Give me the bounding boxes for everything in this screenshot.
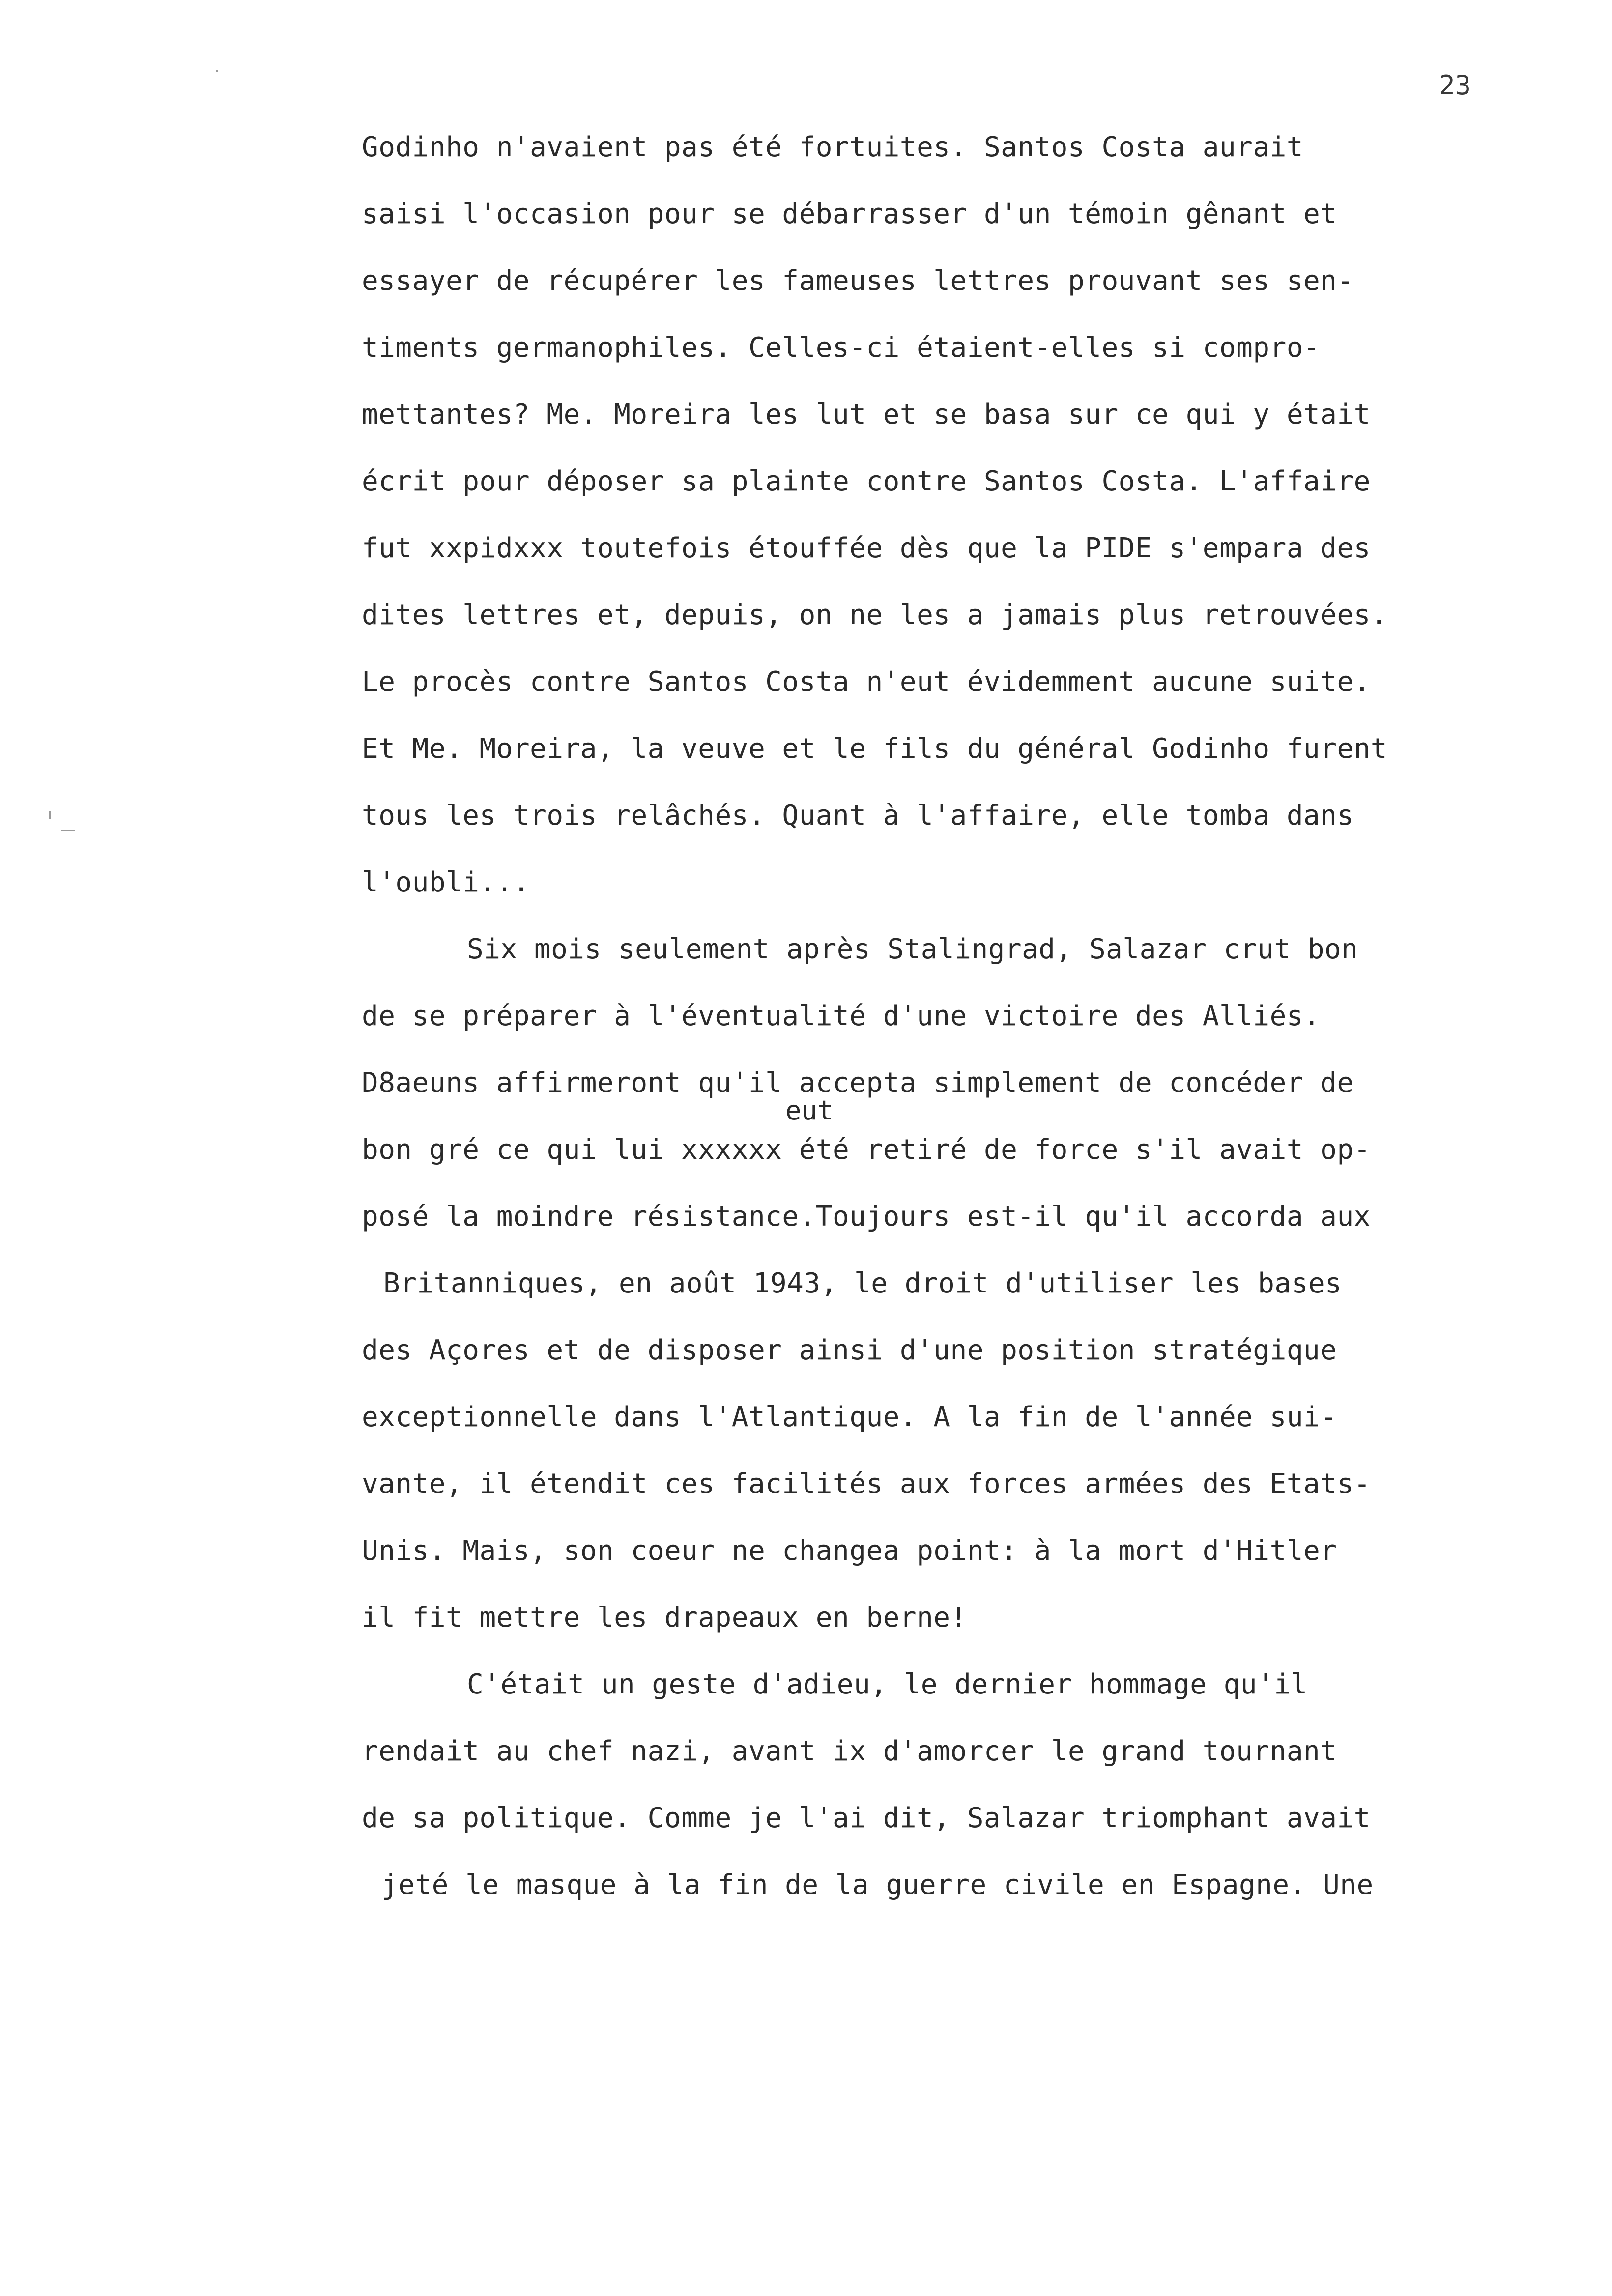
text-line: mettantes? Me. Moreira les lut et se basa sur ce qui y était bbox=[362, 399, 1371, 430]
paragraph-start-line: Six mois seulement après Stalingrad, Salazar crut bon bbox=[467, 933, 1358, 965]
text-line: Et Me. Moreira, la veuve et le fils du général Godinho furent bbox=[362, 733, 1388, 765]
text-line: jeté le masque à la fin de la guerre civile en Espagne. Une bbox=[381, 1869, 1374, 1901]
text-line: posé la moindre résistance.Toujours est-il qu'il accorda aux bbox=[362, 1201, 1371, 1233]
scan-speck bbox=[216, 70, 218, 72]
text-line: Britanniques, en août 1943, le droit d'utiliser les bases bbox=[383, 1267, 1342, 1299]
page-number: 23 bbox=[1439, 70, 1471, 101]
paragraph-start-line: C'était un geste d'adieu, le dernier hommage qu'il bbox=[467, 1668, 1308, 1700]
text-line: écrit pour déposer sa plainte contre Santos Costa. L'affaire bbox=[362, 465, 1371, 497]
interlinear-correction: eut bbox=[785, 1095, 834, 1126]
text-line: Le procès contre Santos Costa n'eut évidemment aucune suite. bbox=[362, 666, 1371, 698]
text-line: exceptionnelle dans l'Atlantique. A la fin de l'année sui- bbox=[362, 1401, 1337, 1433]
text-line: de se préparer à l'éventualité d'une victoire des Alliés. bbox=[362, 1000, 1321, 1032]
text-line: rendait au chef nazi, avant ix d'amorcer le grand tournant bbox=[362, 1735, 1337, 1767]
text-line: bon gré ce qui lui xxxxxx été retiré de force s'il avait op- bbox=[362, 1134, 1371, 1166]
text-line: essayer de récupérer les fameuses lettres prouvant ses sen- bbox=[362, 265, 1354, 297]
text-line: fut xxpidxxx toutefois étouffée dès que la PIDE s'empara des bbox=[362, 532, 1371, 564]
text-line: il fit mettre les drapeaux en berne! bbox=[362, 1602, 967, 1634]
scan-speck bbox=[49, 811, 51, 819]
text-line: l'oubli... bbox=[362, 866, 530, 898]
text-line: tous les trois relâchés. Quant à l'affaire, elle tomba dans bbox=[362, 800, 1354, 832]
text-line: saisi l'occasion pour se débarrasser d'un témoin gênant et bbox=[362, 198, 1337, 230]
text-line: Godinho n'avaient pas été fortuites. Santos Costa aurait bbox=[362, 131, 1304, 163]
text-line: Unis. Mais, son coeur ne changea point: à la mort d'Hitler bbox=[362, 1535, 1337, 1567]
text-line: de sa politique. Comme je l'ai dit, Salazar triomphant avait bbox=[362, 1802, 1371, 1834]
text-line: timents germanophiles. Celles-ci étaient-elles si compro- bbox=[362, 332, 1321, 364]
text-line: dites lettres et, depuis, on ne les a jamais plus retrouvées. bbox=[362, 599, 1388, 631]
text-line: des Açores et de disposer ainsi d'une position stratégique bbox=[362, 1334, 1337, 1366]
text-line: vante, il étendit ces facilités aux forces armées des Etats- bbox=[362, 1468, 1371, 1500]
text-line: D8aeuns affirmeront qu'il accepta simplement de concéder de bbox=[362, 1067, 1354, 1099]
scan-speck bbox=[61, 830, 75, 831]
